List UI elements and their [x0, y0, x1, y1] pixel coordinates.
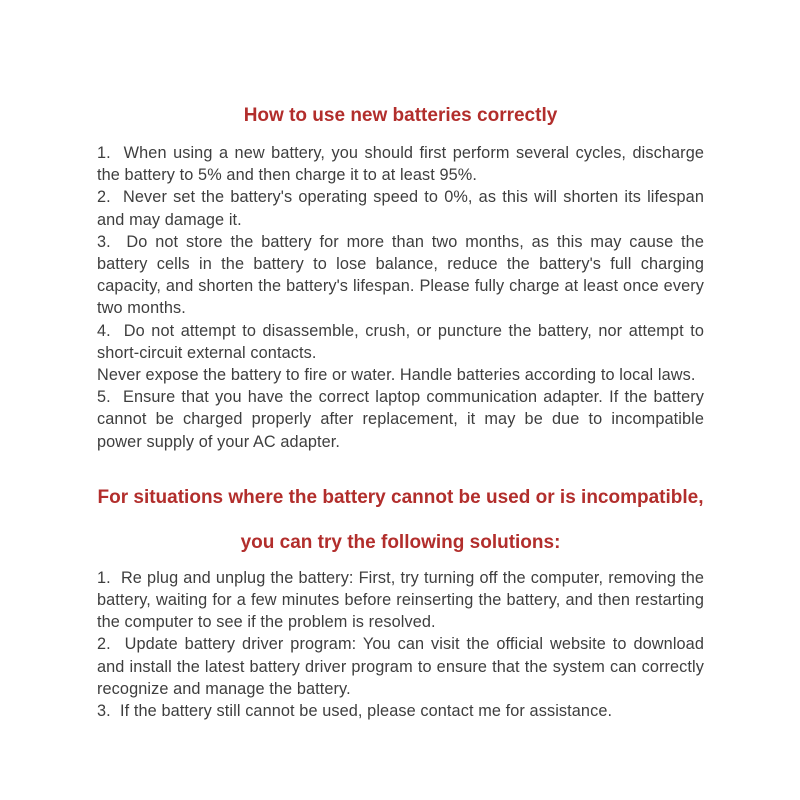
usage-section-title: How to use new batteries correctly	[243, 105, 558, 126]
troubleshooting-solutions	[97, 567, 704, 722]
solution-item-3: 3. If the battery still cannot be used, please contact me for assistance.	[97, 702, 613, 721]
usage-instruction-item-2: 2. Never set the battery's operating speed to 0%, as this will shorten its lifespan and may damage it.	[97, 188, 704, 229]
solution-item-2: 2. Update battery driver program: You can visit the official website to download and install the latest battery driver program to ensure that the system can correctly recognize and manage the battery.	[97, 635, 704, 698]
usage-instruction-item-1: 1. When using a new battery, you should first perform several cycles, discharge the battery to 5% and then charge it to at least 95%.	[97, 144, 704, 185]
usage-instruction-item-4: 4. Do not attempt to disassemble, crush, or puncture the battery, nor attempt to short-circuit external contacts.	[97, 321, 704, 362]
usage-instruction-item-5: 5. Ensure that you have the correct laptop communication adapter. If the battery cannot be charged properly after replacement, it may be due to incompatible power supply of your AC adapter.	[97, 388, 704, 451]
solution-item-1: 1. Re plug and unplug the battery: First, try turning off the computer, removing the battery, waiting for a few minutes before reinserting the battery, and then restarting the computer to see if the problem is resolved.	[97, 568, 704, 632]
document-content	[97, 104, 704, 722]
troubleshooting-heading-line2: you can try the following solutions:	[240, 531, 561, 553]
usage-instruction-item-3: 3. Do not store the battery for more than two months, as this may cause the battery cells in the battery to lose balance, reduce the battery's full charging capacity, and shorten the battery's lifespan. Please fully charge at least once every two months.	[97, 232, 704, 318]
troubleshooting-heading-line1: For situations where the battery cannot be used or is incompatible,	[97, 486, 704, 508]
usage-instruction-note: Never expose the battery to fire or water. Handle batteries according to local laws.	[97, 366, 696, 385]
